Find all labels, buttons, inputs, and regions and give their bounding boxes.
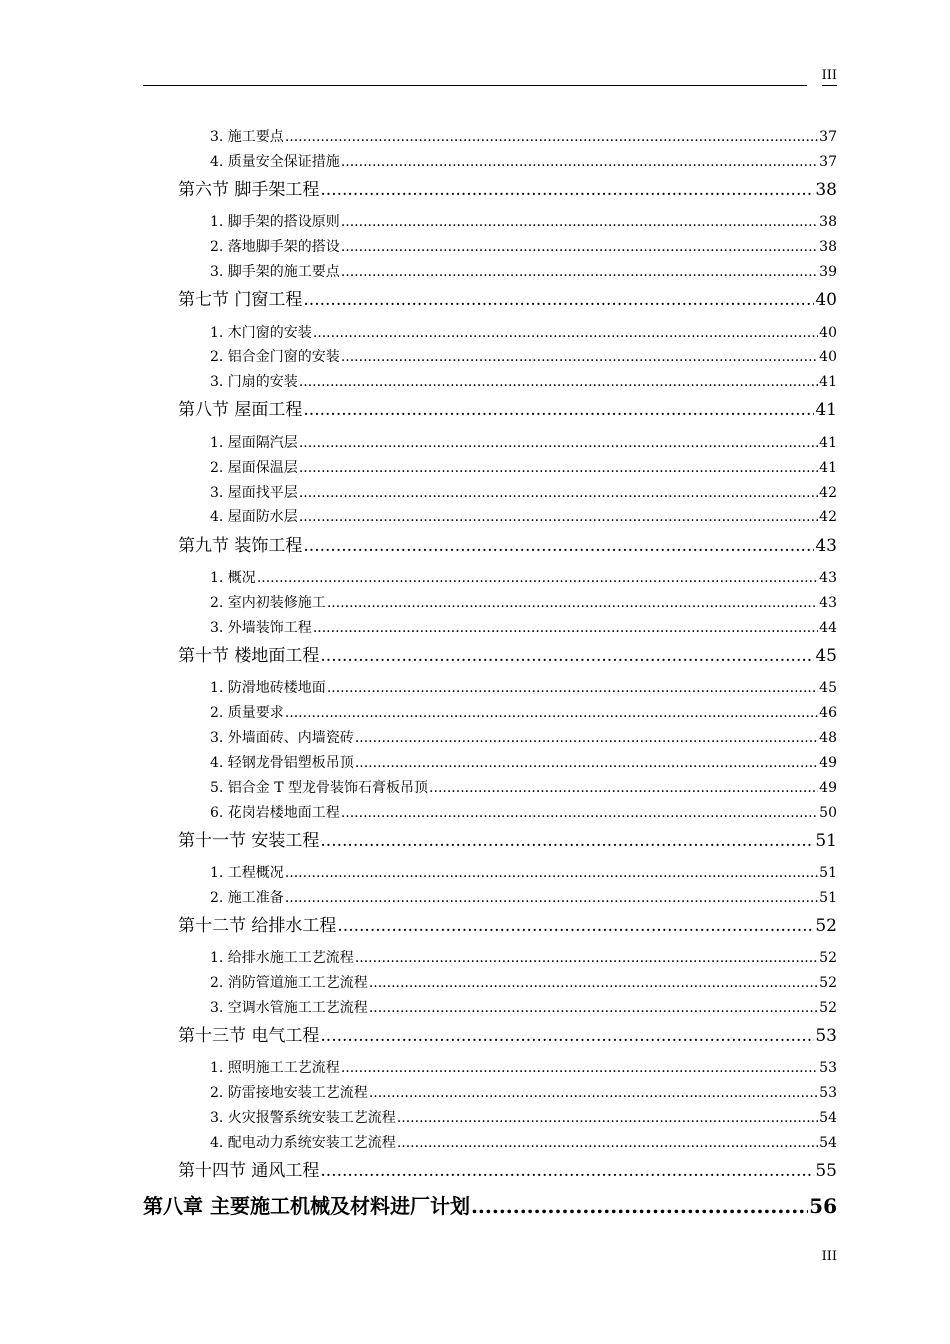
toc-entry-page-number: 52 (819, 1000, 837, 1016)
toc-entry-label: 4. 轻钢龙骨铝塑板吊顶 (210, 755, 354, 771)
toc-section-entry[interactable] (178, 911, 837, 935)
toc-entry-page-number: 42 (819, 485, 837, 501)
toc-entry-label: 第十二节 给排水工程 (178, 916, 337, 936)
dot-leader (257, 570, 818, 586)
toc-entry-page-number: 51 (819, 865, 837, 881)
toc-entry-label: 第十一节 安装工程 (178, 831, 320, 851)
dot-leader (327, 680, 818, 696)
toc-entry-page-number: 54 (819, 1135, 837, 1151)
dot-leader (285, 129, 818, 145)
toc-entry-page-number: 50 (819, 805, 837, 821)
toc-entry-page-number: 38 (819, 239, 837, 255)
toc-entry-page-number: 43 (819, 595, 837, 611)
toc-entry-label: 第十三节 电气工程 (178, 1026, 320, 1046)
dot-leader (299, 435, 818, 451)
toc-entry-page-number: 40 (819, 325, 837, 341)
toc-entry-label: 第十四节 通风工程 (178, 1161, 320, 1181)
toc-entry-label: 2. 落地脚手架的搭设 (210, 239, 340, 255)
toc-entry-label: 3. 空调水管施工工艺流程 (210, 1000, 368, 1016)
toc-section-entry[interactable] (178, 175, 837, 199)
toc-item-entry[interactable] (210, 151, 837, 171)
dot-leader (355, 755, 818, 771)
toc-entry-label: 3. 脚手架的施工要点 (210, 264, 340, 280)
toc-item-entry[interactable] (210, 126, 837, 146)
dot-leader (303, 536, 814, 556)
header-page-number: III (821, 68, 837, 83)
toc-entry-page-number: 39 (819, 264, 837, 280)
toc-entry-label: 2. 室内初装修施工 (210, 595, 326, 611)
toc-item-entry[interactable] (210, 887, 837, 907)
toc-entry-label: 3. 施工要点 (210, 129, 284, 145)
dot-leader (299, 509, 818, 525)
toc-entry-label: 1. 屋面隔汽层 (210, 435, 298, 451)
dot-leader (299, 485, 818, 501)
dot-leader (369, 1085, 818, 1101)
toc-item-entry[interactable] (210, 947, 837, 967)
dot-leader (320, 1026, 814, 1046)
toc-entry-page-number: 48 (819, 730, 837, 746)
dot-leader (341, 214, 818, 230)
toc-entry-label: 2. 消防管道施工工艺流程 (210, 975, 368, 991)
toc-entry-page-number: 38 (815, 180, 837, 200)
toc-section-entry[interactable] (178, 641, 837, 665)
toc-entry-page-number: 40 (819, 349, 837, 365)
toc-item-entry[interactable] (210, 727, 837, 747)
toc-item-entry[interactable] (210, 1107, 837, 1127)
dot-leader (299, 460, 818, 476)
toc-item-entry[interactable] (210, 617, 837, 637)
dot-leader (327, 595, 818, 611)
dot-leader (320, 646, 814, 666)
dot-leader (355, 950, 818, 966)
dot-leader (341, 349, 818, 365)
toc-entry-label: 1. 木门窗的安装 (210, 325, 312, 341)
toc-chapter-entry[interactable] (143, 1190, 837, 1218)
toc-item-entry[interactable] (210, 702, 837, 722)
toc-entry-page-number: 56 (809, 1194, 837, 1218)
dot-leader (369, 1000, 818, 1016)
dot-leader (299, 374, 818, 390)
toc-entry-page-number: 42 (819, 509, 837, 525)
toc-entry-page-number: 54 (819, 1110, 837, 1126)
toc-item-entry[interactable] (210, 567, 837, 587)
toc-item-entry[interactable] (210, 322, 837, 342)
toc-item-entry[interactable] (210, 211, 837, 231)
dot-leader (341, 239, 818, 255)
toc-entry-page-number: 41 (819, 374, 837, 390)
toc-entry-label: 5. 铝合金 T 型龙骨装饰石膏板吊顶 (210, 780, 429, 796)
toc-entry-label: 1. 给排水施工工艺流程 (210, 950, 354, 966)
toc-section-entry[interactable] (178, 531, 837, 555)
toc-entry-label: 1. 防滑地砖楼地面 (210, 680, 326, 696)
toc-item-entry[interactable] (210, 972, 837, 992)
dot-leader (320, 831, 814, 851)
dot-leader (341, 154, 818, 170)
toc-entry-label: 3. 屋面找平层 (210, 485, 298, 501)
toc-item-entry[interactable] (210, 677, 837, 697)
toc-entry-label: 第六节 脚手架工程 (178, 180, 320, 200)
toc-section-entry[interactable] (178, 1021, 837, 1045)
toc-item-entry[interactable] (210, 592, 837, 612)
toc-entry-label: 第九节 装饰工程 (178, 536, 303, 556)
toc-item-entry[interactable] (210, 261, 837, 281)
dot-leader (397, 1110, 818, 1126)
toc-entry-label: 4. 屋面防水层 (210, 509, 298, 525)
toc-section-entry[interactable] (178, 1156, 837, 1180)
toc-entry-page-number: 41 (819, 460, 837, 476)
toc-item-entry[interactable] (210, 997, 837, 1017)
toc-entry-page-number: 37 (819, 129, 837, 145)
toc-section-entry[interactable] (178, 826, 837, 850)
toc-entry-label: 2. 屋面保温层 (210, 460, 298, 476)
toc-section-entry[interactable] (178, 395, 837, 419)
toc-section-entry[interactable] (178, 285, 837, 309)
toc-entry-page-number: 52 (819, 950, 837, 966)
toc-item-entry[interactable] (210, 482, 837, 502)
toc-entry-label: 第七节 门窗工程 (178, 290, 303, 310)
toc-entry-page-number: 53 (819, 1060, 837, 1076)
toc-entry-label: 第八节 屋面工程 (178, 400, 303, 420)
dot-leader (341, 1060, 818, 1076)
toc-entry-label: 第十节 楼地面工程 (178, 646, 320, 666)
toc-entry-label: 3. 外墙装饰工程 (210, 620, 312, 636)
toc-entry-page-number: 43 (815, 536, 837, 556)
dot-leader (337, 916, 814, 936)
toc-item-entry[interactable] (210, 506, 837, 526)
dot-leader (355, 730, 818, 746)
toc-item-entry[interactable] (210, 1132, 837, 1152)
toc-entry-page-number: 52 (819, 975, 837, 991)
toc-entry-page-number: 51 (815, 831, 837, 851)
dot-leader (471, 1194, 808, 1218)
toc-entry-page-number: 49 (819, 780, 837, 796)
dot-leader (320, 1161, 814, 1181)
dot-leader (303, 400, 814, 420)
toc-item-entry[interactable] (210, 346, 837, 366)
toc-entry-page-number: 53 (815, 1026, 837, 1046)
toc-entry-page-number: 40 (815, 290, 837, 310)
toc-item-entry[interactable] (210, 802, 837, 822)
toc-item-entry[interactable] (210, 1057, 837, 1077)
toc-item-entry[interactable] (210, 432, 837, 452)
toc-entry-page-number: 51 (819, 890, 837, 906)
toc-entry-label: 3. 火灾报警系统安装工艺流程 (210, 1110, 396, 1126)
toc-entry-label: 3. 外墙面砖、内墙瓷砖 (210, 730, 354, 746)
dot-leader (369, 975, 818, 991)
toc-entry-page-number: 52 (815, 916, 837, 936)
toc-entry-page-number: 46 (819, 705, 837, 721)
footer-page-number: III (821, 1249, 837, 1264)
toc-entry-page-number: 53 (819, 1085, 837, 1101)
toc-entry-page-number: 44 (819, 620, 837, 636)
toc-entry-label: 1. 概况 (210, 570, 256, 586)
toc-entry-label: 2. 铝合金门窗的安装 (210, 349, 340, 365)
toc-entry-label: 第八章 主要施工机械及材料进厂计划 (143, 1194, 470, 1218)
toc-entry-label: 1. 工程概况 (210, 865, 284, 881)
toc-entry-page-number: 41 (815, 400, 837, 420)
toc-item-entry[interactable] (210, 752, 837, 772)
toc-item-entry[interactable] (210, 457, 837, 477)
dot-leader (397, 1135, 818, 1151)
toc-entry-label: 4. 配电动力系统安装工艺流程 (210, 1135, 396, 1151)
toc-entry-label: 2. 质量要求 (210, 705, 284, 721)
toc-item-entry[interactable] (210, 862, 837, 882)
dot-leader (341, 264, 818, 280)
dot-leader (303, 290, 814, 310)
toc-entry-label: 2. 防雷接地安装工艺流程 (210, 1085, 368, 1101)
toc-entry-label: 3. 门扇的安装 (210, 374, 298, 390)
toc-entry-page-number: 49 (819, 755, 837, 771)
dot-leader (313, 325, 818, 341)
toc-entry-label: 1. 脚手架的搭设原则 (210, 214, 340, 230)
toc-entry-page-number: 45 (819, 680, 837, 696)
dot-leader (320, 180, 814, 200)
toc-entry-page-number: 55 (815, 1161, 837, 1181)
toc-entry-label: 6. 花岗岩楼地面工程 (210, 805, 340, 821)
toc-item-entry[interactable] (210, 1082, 837, 1102)
dot-leader (285, 890, 818, 906)
dot-leader (285, 865, 818, 881)
toc-entry-label: 1. 照明施工工艺流程 (210, 1060, 340, 1076)
toc-item-entry[interactable] (210, 236, 837, 256)
toc-entry-page-number: 37 (819, 154, 837, 170)
toc-item-entry[interactable] (210, 371, 837, 391)
toc-entry-label: 2. 施工准备 (210, 890, 284, 906)
dot-leader (285, 705, 818, 721)
toc-entry-page-number: 38 (819, 214, 837, 230)
toc-entry-label: 4. 质量安全保证措施 (210, 154, 340, 170)
toc-entry-page-number: 43 (819, 570, 837, 586)
dot-leader (313, 620, 818, 636)
toc-item-entry[interactable] (210, 777, 837, 797)
toc-entry-page-number: 41 (819, 435, 837, 451)
dot-leader (429, 780, 818, 796)
toc-entry-page-number: 45 (815, 646, 837, 666)
dot-leader (341, 805, 818, 821)
